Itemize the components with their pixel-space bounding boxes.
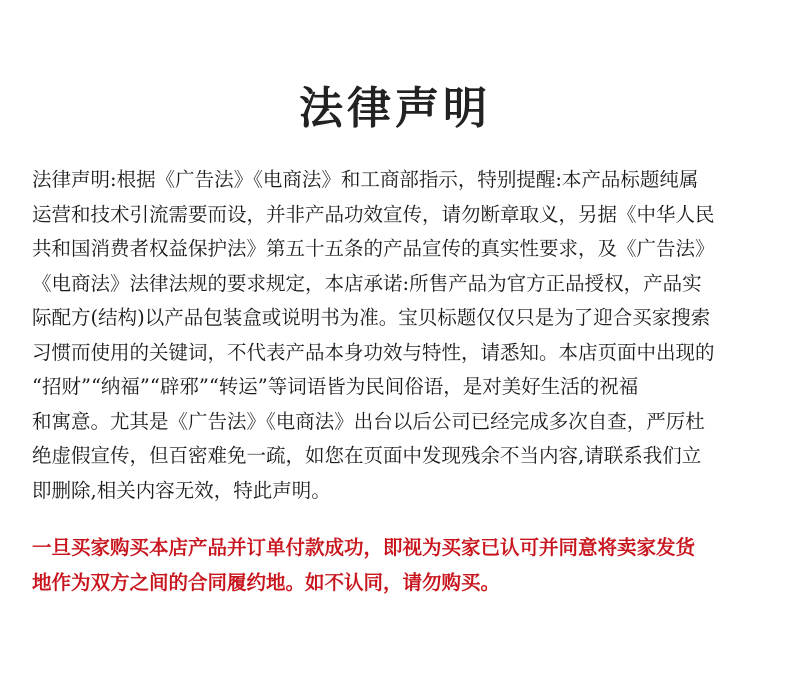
- statement-line: 习惯而使用的关键词，不代表产品本身功效与特性，请悉知。本店页面中出现的: [32, 340, 715, 364]
- statement-line: 法律声明:根据《广告法》《电商法》和工商部指示，特别提醒:本产品标题纯属: [32, 168, 699, 191]
- statement-line: 《电商法》法律法规的要求规定，本店承诺:所售产品为官方正品授权，产品实: [32, 271, 702, 295]
- notice-line: 地作为双方之间的合同履约地。如不认同，请勿购买。: [32, 571, 501, 594]
- page-title: 法律声明: [299, 83, 491, 135]
- statement-line: 共和国消费者权益保护法》第五十五条的产品宣传的真实性要求，及《广告法》: [32, 237, 715, 260]
- statement-line: 际配方(结构)以产品包装盒或说明书为准。宝贝标题仅仅只是为了迎合买家搜索: [32, 306, 711, 329]
- statement-line: 即删除,相关内容无效，特此声明。: [32, 478, 331, 502]
- statement-paragraph: [32, 163, 764, 508]
- statement-line: “招财”“纳福”“辟邪”“转运”等词语皆为民间俗语，是对美好生活的祝福: [32, 375, 639, 398]
- statement-line: 运营和技术引流需要而设，并非产品功效宣传，请勿断章取义，另据《中华人民: [32, 202, 715, 226]
- statement-line: 绝虚假宣传，但百密难免一疏，如您在页面中发现残余不当内容,请联系我们立: [32, 444, 702, 467]
- statement-line: 和寓意。尤其是《广告法》《电商法》出台以后公司已经完成多次自查，严厉杜: [32, 409, 705, 433]
- purchase-notice: [32, 530, 764, 600]
- notice-line: 一旦买家购买本店产品并订单付款成功，即视为买家已认可并同意将卖家发货: [32, 536, 696, 559]
